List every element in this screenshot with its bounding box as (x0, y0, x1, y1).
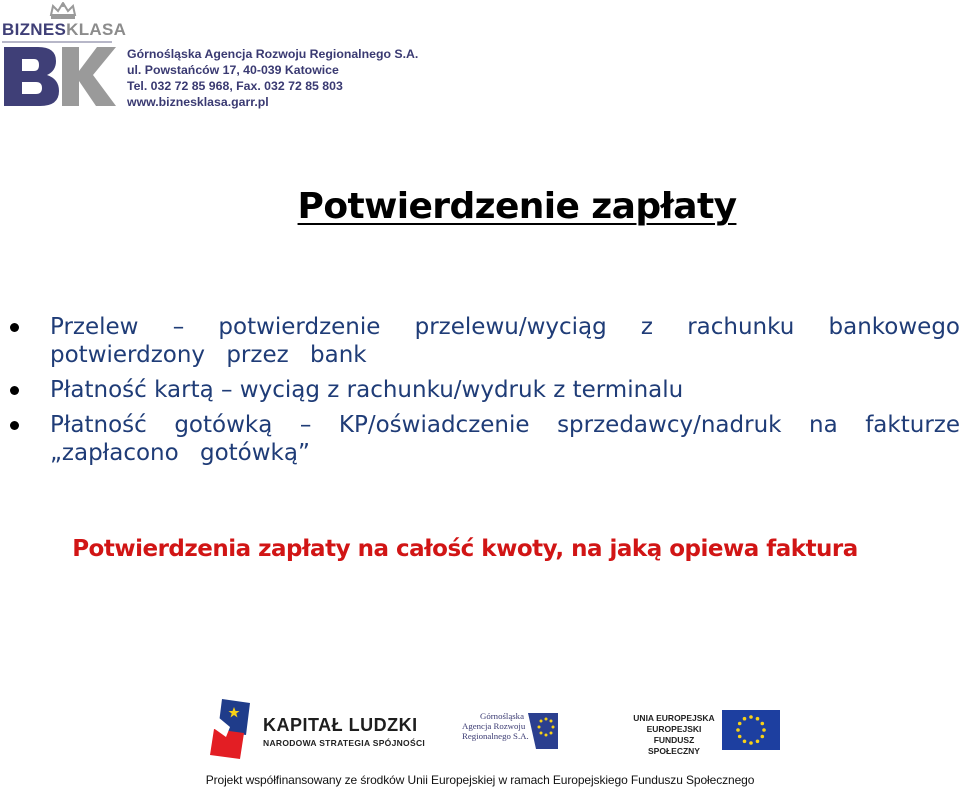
bullet-dot-icon (10, 323, 19, 332)
kapital-ludzki-subtitle: NARODOWA STRATEGIA SPÓJNOŚCI (263, 738, 426, 748)
garr-line-1: Górnośląska (480, 711, 524, 721)
eu-line-1: UNIA EUROPEJSKA (633, 713, 715, 723)
kapital-ludzki-flag-icon (208, 697, 252, 761)
bk-logo-mark (2, 45, 116, 108)
cofinancing-note: Projekt współfinansowany ze środków Unii Europejskiej w ramach Europejskiego Funduszu Społecznego (205, 773, 755, 787)
list-item (10, 411, 960, 467)
bullet-dot-icon (10, 386, 19, 395)
bullet-list (10, 313, 960, 474)
org-website-link[interactable]: www.biznesklasa.garr.pl (127, 95, 269, 109)
logo-wordmark (2, 20, 127, 40)
org-name: Górnośląska Agencja Rozwoju Regionalnego S.A. (127, 47, 419, 61)
bullet-dot-icon (10, 421, 19, 430)
highlight-note: Potwierdzenia zapłaty na całość kwoty, na jaką opiewa faktura (72, 536, 858, 562)
list-item-text: Płatność kartą – wyciąg z rachunku/wydruk z terminalu (50, 377, 684, 403)
logo-divider (2, 41, 112, 43)
org-phone: Tel. 032 72 85 968, Fax. 032 72 85 803 (127, 79, 343, 93)
eu-fund-text (628, 713, 720, 757)
logo-text-part2: KLASA (66, 20, 127, 39)
logo-text-part1: BIZNES (2, 20, 67, 39)
garr-logo-text (462, 711, 529, 741)
list-item (10, 313, 960, 369)
eu-line-2: EUROPEJSKI (646, 724, 702, 734)
eu-flag-icon (722, 710, 780, 750)
garr-logo (462, 711, 556, 755)
crown-icon (48, 2, 78, 20)
list-item-text: Przelew – potwierdzenie przelewu/wyciąg z rachunku bankowego potwierdzony przez bank (50, 314, 960, 368)
list-item (10, 376, 960, 404)
org-address: ul. Powstańców 17, 40-039 Katowice (127, 63, 339, 77)
garr-line-2: Agencja Rozwoju (462, 721, 526, 731)
kapital-ludzki-title: KAPITAŁ LUDZKI (263, 715, 418, 735)
list-item-text: Płatność gotówką – KP/oświadczenie sprzedawcy/nadruk na fakturze „zapłacono gotówką” (50, 412, 960, 466)
page-title: Potwierdzenie zapłaty (297, 186, 737, 227)
garr-stars-icon (524, 711, 558, 751)
eu-line-3: FUNDUSZ SPOŁECZNY (648, 735, 700, 756)
garr-line-3: Regionalnego S.A. (462, 731, 529, 741)
